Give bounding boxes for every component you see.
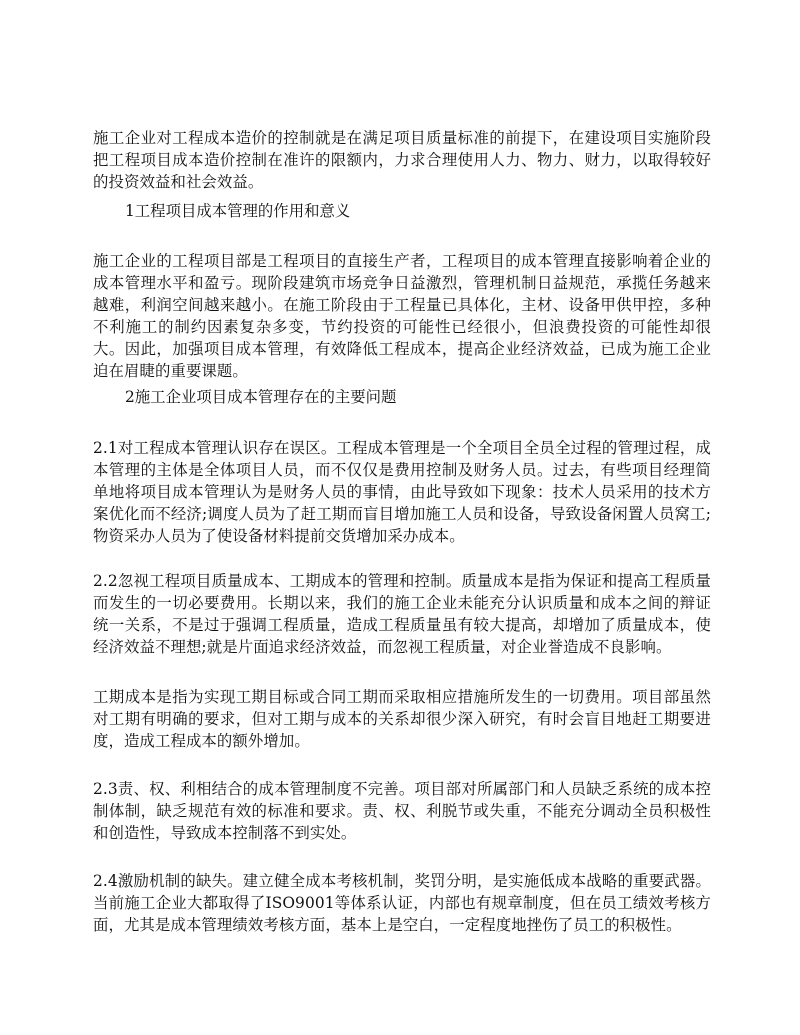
section-heading-1: 1工程项目成本管理的作用和意义 [125,202,351,220]
section-2-3-paragraph: 2.3责、权、利相结合的成本管理制度不完善。项目部对所属部门和人员缺乏系统的成本控制体制，缺乏规范有效的标准和要求。责、权、利脱节或失重，不能充分调动全员积极性和创造性，导致成本控制落不到实处。 [93,780,711,842]
intro-paragraph: 施工企业对工程成本造价的控制就是在满足项目质量标准的前提下，在建设项目实施阶段把工程项目成本造价控制在准许的限额内，力求合理使用人力、物力、财力，以取得较好的投资效益和社会效益。 [93,129,711,191]
schedule-cost-paragraph: 工期成本是指为实现工期目标或合同工期而采取相应措施所发生的一切费用。项目部虽然对工期有明确的要求，但对工期与成本的关系却很少深入研究，有时会盲目地赶工期要进度，造成工程成本的额外增加。 [93,688,711,750]
section-2-4-paragraph: 2.4激励机制的缺失。建立健全成本考核机制，奖罚分明，是实施低成本战略的重要武器。当前施工企业大都取得了ISO9001等体系认证，内部也有规章制度，但在员工绩效考核方面，尤其是成本管理绩效考核方面，基本上是空白，一定程度地挫伤了员工的积极性。 [93,872,711,934]
section-heading-2: 2施工企业项目成本管理存在的主要问题 [125,388,397,406]
section-2-2-paragraph: 2.2忽视工程项目质量成本、工期成本的管理和控制。质量成本是指为保证和提高工程质量而发生的一切必要费用。长期以来，我们的施工企业未能充分认识质量和成本之间的辩证统一关系，不是过于强调工程质量，造成工程质量虽有较大提高，却增加了质量成本，使经济效益不理想;就是片面追求经济效益，而忽视工程质量，对企业誉造成不良影响。 [93,572,711,656]
section-2-1-paragraph: 2.1对工程成本管理认识存在误区。工程成本管理是一个全项目全员全过程的管理过程，成本管理的主体是全体项目人员，而不仅仅是费用控制及财务人员。过去，有些项目经理简单地将项目成本管理认为是财务人员的事情，由此导致如下现象：技术人员采用的技术方案优化而不经济;调度人员为了赶工期而盲目增加施工人员和设备，导致设备闲置人员窝工;物资采办人员为了使设备材料提前交货增加采办成本。 [93,439,711,545]
section-1-paragraph: 施工企业的工程项目部是工程项目的直接生产者，工程项目的成本管理直接影响着企业的成本管理水平和盈亏。现阶段建筑市场竞争日益激烈，管理机制日益规范，承揽任务越来越难，利润空间越来越小。在施工阶段由于工程量已具体化，主材、设备甲供甲控，多种不利施工的制约因素复杂多变，节约投资的可能性已经很小，但浪费投资的可能性却很大。因此，加强项目成本管理，有效降低工程成本，提高企业经济效益，已成为施工企业迫在眉睫的重要课题。 [93,252,711,380]
